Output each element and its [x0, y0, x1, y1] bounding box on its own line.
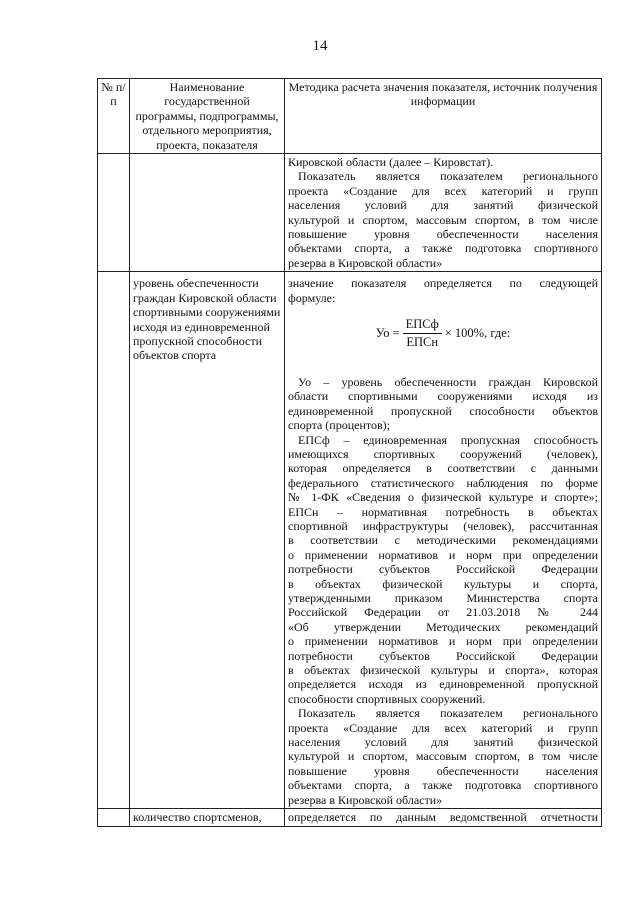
indicator-name: количество спортсменов, — [130, 809, 285, 826]
text-line: культурой и спортом, массовым спортом, в том числе — [288, 749, 598, 764]
formula-rhs: × 100%, где: — [444, 325, 511, 340]
text-line: Уо – уровень обеспеченности граждан Кировской — [298, 374, 598, 389]
text-line: спорта (процентов); — [288, 418, 390, 433]
text-line: ЕПСн – нормативная потребность в объектах — [288, 504, 598, 519]
cell-method — [285, 272, 602, 809]
formula — [288, 317, 598, 349]
cell-num — [98, 809, 130, 826]
text-line: в объектах физической культуры и спорта», которая — [288, 663, 598, 678]
text-line: потребности субъектов Российской Федерации — [288, 648, 598, 663]
page-number: 14 — [312, 38, 328, 54]
cell-method — [285, 154, 602, 272]
indicator-name: уровень обеспеченности граждан Кировской области спортивными сооружениями исходя из единовременной пропускной способности объектов спорта — [130, 272, 285, 809]
text-line: определяется исходя из единовременной пропускной — [288, 677, 598, 692]
table-row — [98, 154, 602, 272]
text-line: резерва в Кировской области» — [288, 792, 443, 807]
cell-num — [98, 272, 130, 809]
text-line: культурой и спортом, массовым спортом, в том числе — [288, 212, 598, 227]
text-line: определяется по данным ведомственной отчетности — [288, 810, 598, 825]
text-line: области спортивными сооружениями исходя из — [288, 389, 598, 404]
formula-fraction — [403, 317, 442, 349]
text-line: Показатель является показателем регионального — [298, 169, 598, 184]
table-row — [98, 809, 602, 826]
text-line: ЕПСф – единовременная пропускная способность — [298, 432, 598, 447]
text-line: Российской Федерации от 21.03.2018 № 244 — [288, 605, 598, 620]
text-line: спортивной инфраструктуры (человек), рассчитанная — [288, 518, 598, 533]
text-line: о применении нормативов и норм при определении — [288, 547, 598, 562]
text-line: в объектах физической культуры и спорта, — [288, 576, 598, 591]
text-line: имеющихся спортивных сооружений (человек), — [288, 446, 598, 461]
text-line: значение показателя определяется по следующей — [288, 276, 598, 291]
text-line: проекта «Создание для всех категорий и групп — [288, 183, 598, 198]
text-line: резерва в Кировской области» — [288, 255, 443, 270]
text-line: потребности субъектов Российской Федерации — [288, 562, 598, 577]
method-description — [288, 375, 598, 807]
header-method: Методика расчета значения показателя, источник получения информации — [285, 79, 602, 154]
cell-method — [285, 809, 602, 826]
text-line: утвержденными приказом Министерства спорта — [288, 591, 598, 605]
text-line: повышение уровня обеспеченности населения — [288, 763, 598, 778]
header-name: Наименование государственной программы, подпрограммы, отдельного мероприятия, проекта, показателя — [130, 79, 285, 154]
text-line: № 1-ФК «Сведения о физической культуре и спорте»; — [288, 490, 598, 505]
formula-lhs: Уо = — [375, 325, 400, 340]
text-line: способности спортивных сооружений. — [288, 691, 486, 706]
text-line: формуле: — [288, 290, 336, 305]
text-line: объектами спорта, а также подготовка спортивного — [288, 778, 598, 793]
text-line: проекта «Создание для всех категорий и групп — [288, 720, 598, 735]
text-line: повышение уровня обеспеченности населения — [288, 227, 598, 242]
cell-name — [130, 154, 285, 272]
text-line: объектами спорта, а также подготовка спортивного — [288, 241, 598, 256]
text-line: в соответствии с методическими рекомендациями — [288, 533, 598, 548]
formula-numerator: ЕПСф — [403, 317, 442, 333]
indicator-table — [97, 78, 602, 827]
text-line: «Об утверждении Методических рекомендаций — [288, 619, 598, 634]
text-line: населения условий для занятий физической — [288, 735, 598, 750]
text-line: Показатель является показателем регионального — [298, 706, 598, 721]
table-header-row — [98, 79, 602, 154]
text-line: населения условий для занятий физической — [288, 198, 598, 213]
text-line: единовременной пропускной способности объектов — [288, 403, 598, 418]
text-line: о применении нормативов и норм при определении — [288, 634, 598, 649]
formula-denominator: ЕПСн — [406, 334, 439, 349]
header-num: № п/п — [98, 79, 130, 154]
text-line: Кировской области (далее – Кировстат). — [288, 155, 494, 170]
text-line: которая определяется в соответствии с данными — [288, 461, 598, 476]
table-row — [98, 272, 602, 809]
cell-num — [98, 154, 130, 272]
text-line: федерального статистического наблюдения по форме — [288, 475, 598, 490]
